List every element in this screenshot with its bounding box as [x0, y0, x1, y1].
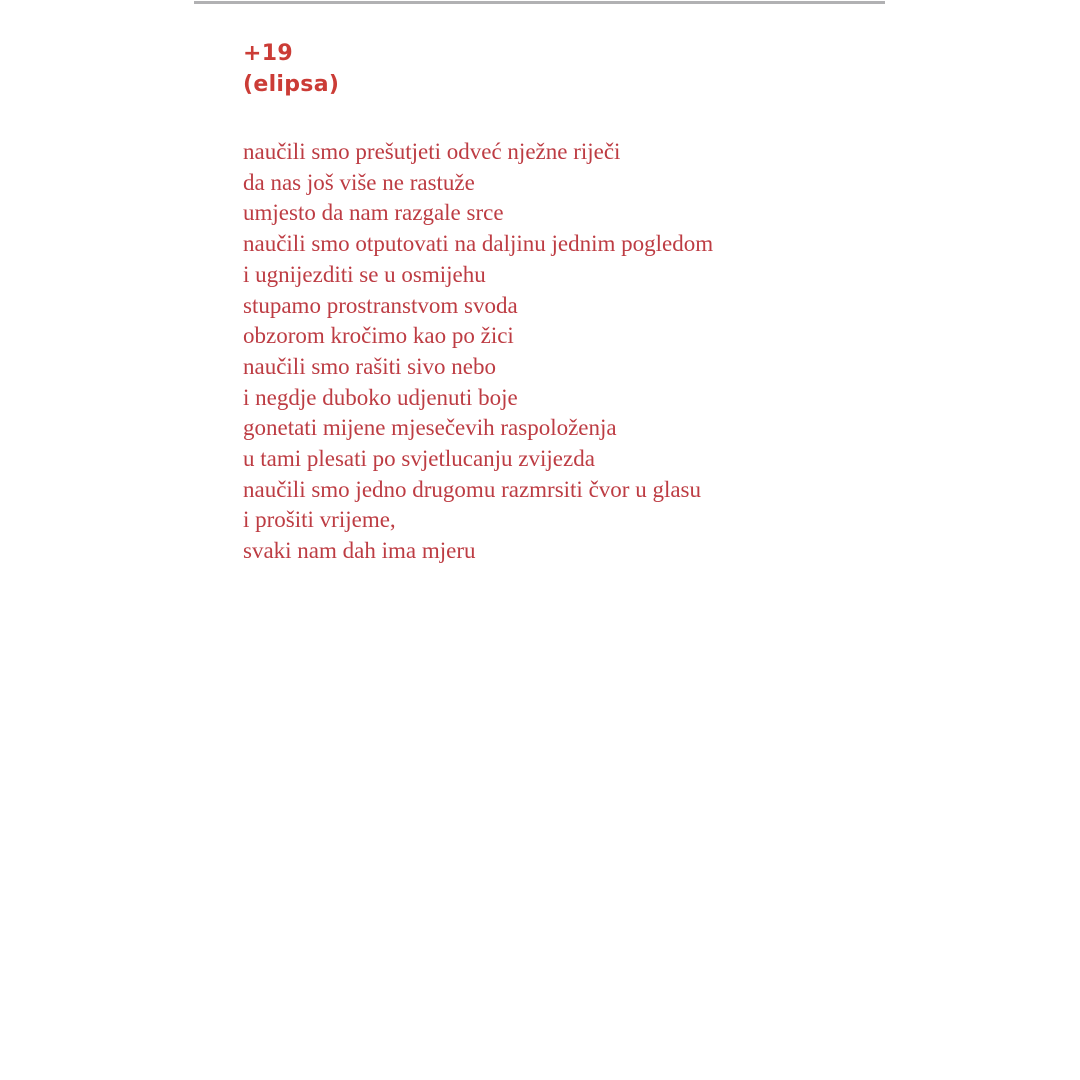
poem-line: i ugnijezditi se u osmijehu: [243, 261, 486, 287]
poem-page: [243, 38, 883, 567]
poem-line: naučili smo jedno drugomu razmrsiti čvor u glasu: [243, 476, 701, 502]
top-divider: [194, 1, 885, 4]
poem-line: svaki nam dah ima mjeru: [243, 538, 476, 564]
poem-line: i negdje duboko udjenuti boje: [243, 384, 518, 410]
poem-line: i prošiti vrijeme,: [243, 507, 396, 533]
poem-line: u tami plesati po svjetlucanju zvijezda: [243, 446, 595, 472]
poem-body: [243, 137, 883, 567]
poem-line: naučili smo prešutjeti odveć nježne riječi: [243, 139, 621, 164]
poem-subtitle: (elipsa): [243, 72, 340, 97]
poem-line: stupamo prostranstvom svoda: [243, 292, 518, 318]
poem-line: naučili smo otputovati na daljinu jednim pogledom: [243, 231, 714, 257]
poem-line: gonetati mijene mjesečevih raspoloženja: [243, 415, 617, 441]
poem-title: +19: [243, 41, 293, 66]
poem-line: obzorom kročimo kao po žici: [243, 323, 514, 349]
poem-line: umjesto da nam razgale srce: [243, 200, 504, 226]
poem-line: naučili smo rašiti sivo nebo: [243, 353, 496, 379]
poem-line: da nas još više ne rastuže: [243, 169, 475, 195]
